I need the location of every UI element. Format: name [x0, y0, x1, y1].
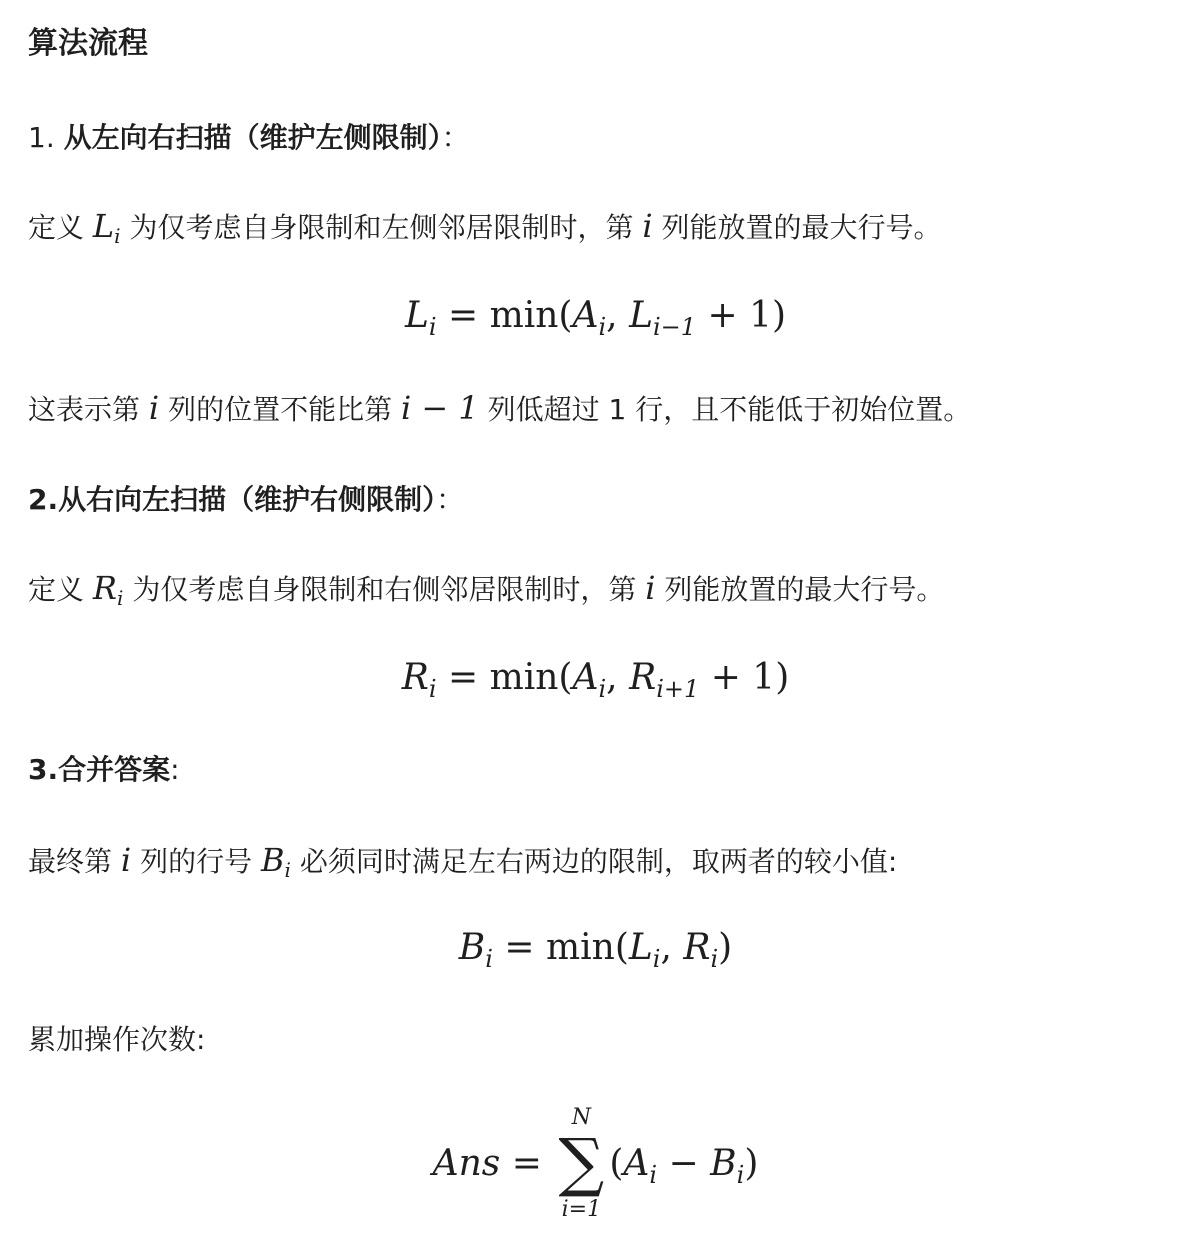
step2-number: 2. [28, 483, 59, 516]
step3-heading: 合并答案 [58, 753, 171, 786]
step3-number: 3. [28, 753, 59, 786]
step1-def-text2: 列能放置的最大行号。 [661, 211, 942, 244]
step1-def-prefix: 定义 [28, 211, 85, 244]
sigma-operator [553, 1106, 609, 1226]
step2-definition: 定义 $R_i$ 为仅考虑自身限制和右侧邻居限制时，第 i 列能放置的最大行号。 [28, 569, 945, 610]
step1-number: 1. [28, 121, 55, 154]
sum-lhs: Ans [432, 1143, 501, 1184]
sum-lower-limit: i=1 [561, 1197, 602, 1222]
step3-formula: $B_i = \min(L_i$, $R_i$) [458, 927, 733, 973]
step1-formula: $L_i = \min(A_i$, $L_{i-1} + 1$) [404, 295, 787, 341]
step2-colon: ： [436, 483, 465, 516]
sum-equals: = [511, 1143, 542, 1184]
step2-heading: 从右向左扫描（维护右侧限制） [58, 483, 437, 516]
step3-description: 最终第 i 列的行号 $B_i$ 必须同时满足左右两边的限制，取两者的较小值: [28, 841, 898, 882]
step3-heading-line [28, 750, 180, 790]
step2-formula: $R_i = \min(A_i$, $R_{i+1} + 1$) [401, 657, 790, 703]
sum-intro: 累加操作次数: [28, 1023, 206, 1056]
step1-def-i: i [642, 207, 653, 245]
sum-upper-limit: N [571, 1105, 591, 1130]
step1-heading-line [28, 118, 470, 158]
step1-def-text1: 为仅考虑自身限制和左侧邻居限制时，第 [129, 211, 634, 244]
step1-heading: 从左向右扫描（维护左侧限制） [63, 121, 442, 154]
step1-definition [28, 206, 942, 248]
step1-def-var: $L_i$ [92, 207, 121, 248]
step2-heading-line [28, 480, 464, 520]
step1-colon: ： [441, 121, 470, 154]
sigma-symbol: ∑ [558, 1126, 605, 1200]
sum-formula: Ans = N ∑ i=1 $(A_i - B_i)$ [0, 1104, 1191, 1224]
step3-colon: : [170, 753, 180, 786]
section-title: 算法流程 [28, 26, 148, 61]
step1-note: 这表示第 i 列的位置不能比第 i − 1 列低超过 1 行，且不能低于初始位置。 [28, 389, 972, 427]
